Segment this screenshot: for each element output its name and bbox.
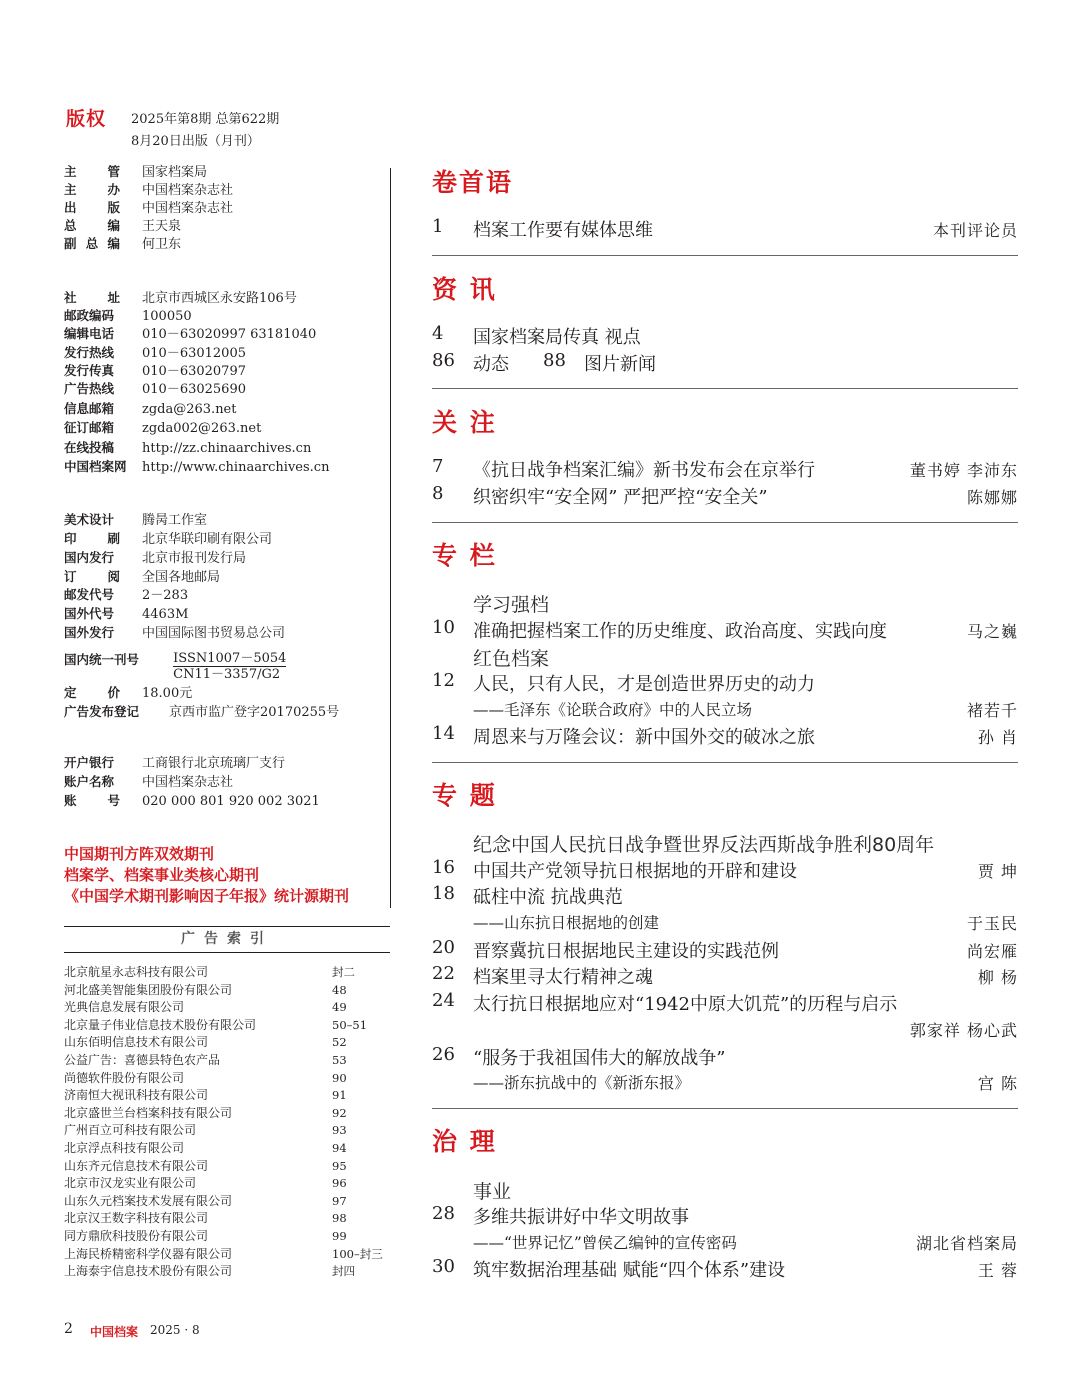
toc-author: 于玉民	[966, 914, 1018, 933]
contact-row	[64, 307, 192, 326]
production-key: 国内发行	[64, 550, 115, 565]
masthead-row	[64, 181, 233, 200]
bank-value: 工商银行北京琉璃厂支行	[142, 756, 286, 771]
contact-row	[64, 400, 236, 419]
advertiser-name: 北京浮点科技有限公司	[64, 1141, 185, 1155]
ad-index-row	[64, 1052, 347, 1069]
production-row	[64, 605, 188, 624]
masthead-key: 副总编	[64, 236, 120, 251]
advertiser-name: 北京汉王数字科技有限公司	[64, 1211, 209, 1226]
ad-registration-key: 广告发布登记	[64, 704, 140, 719]
contact-key: 征订邮箱	[64, 420, 115, 435]
bank-row	[64, 754, 285, 773]
toc-article-link[interactable]: 太行抗日根据地应对“1942中原大饥荒”的历程与启示	[473, 994, 898, 1015]
masthead-row	[64, 163, 207, 182]
contact-value: 010－63020997 63181040	[142, 327, 317, 342]
honor-line: 档案学、档案事业类核心期刊	[64, 866, 260, 884]
masthead-key: 主管	[64, 164, 120, 179]
advertiser-name: 同方鼎欣科技股份有限公司	[64, 1229, 209, 1243]
production-value: 腾昺工作室	[142, 513, 208, 528]
bank-key: 账号	[64, 793, 120, 808]
toc-author: 尚宏雁	[966, 942, 1018, 961]
advertiser-name: 北京航星永志科技有限公司	[64, 965, 209, 979]
toc-page: 30	[432, 1256, 455, 1277]
toc-page: 18	[432, 883, 455, 904]
toc-article-link[interactable]: 动态	[473, 354, 509, 375]
production-row	[64, 511, 207, 530]
advertiser-name: 尚德软件股份有限公司	[64, 1070, 185, 1085]
ad-page-number: 93	[332, 1123, 347, 1138]
toc-author: 郭家祥 杨心武	[909, 1021, 1018, 1040]
production-value: 4463M	[142, 607, 189, 622]
contact-key: 发行传真	[64, 363, 115, 378]
toc-page: 28	[432, 1203, 455, 1224]
advertiser-name: 北京市汉龙实业有限公司	[64, 1176, 197, 1191]
advertiser-name: 山东久元档案技术发展有限公司	[64, 1193, 233, 1208]
toc-author: 马之巍	[966, 622, 1018, 641]
column-heading: 事业	[473, 1181, 512, 1203]
toc-article-link[interactable]: 国家档案局传真 视点	[473, 327, 641, 348]
toc-article-link[interactable]: 周恩来与万隆会议：新中国外交的破冰之旅	[473, 727, 815, 748]
ad-page-number: 96	[332, 1176, 347, 1191]
contact-row	[64, 380, 246, 399]
toc-page: 14	[432, 723, 455, 744]
production-value: 中国国际图书贸易总公司	[142, 626, 286, 641]
toc-page: 1	[432, 216, 444, 237]
production-value: 北京华联印刷有限公司	[142, 532, 273, 547]
bank-row	[64, 773, 233, 792]
ad-index-row	[64, 1246, 383, 1263]
toc-article-link[interactable]: 筑牢数据治理基础 赋能“四个体系”建设	[473, 1260, 786, 1281]
ad-index-title: 广告索引	[64, 926, 390, 953]
issn-value: ISSN1007－5054	[173, 651, 287, 666]
toc-article-link[interactable]: 人民，只有人民，才是创造世界历史的动力	[473, 674, 815, 695]
page-number: 2	[64, 1321, 73, 1337]
contact-value: 010－63012005	[142, 346, 246, 361]
toc-article-link[interactable]: 中国共产党领导抗日根据地的开辟和建设	[473, 861, 797, 882]
ad-index-row	[64, 1210, 347, 1227]
section-title-focus: 关 注	[432, 408, 497, 437]
section-title-preface: 卷首语	[432, 168, 514, 197]
ad-index-row	[64, 1193, 347, 1210]
email-link[interactable]: zgda002@263.net	[142, 421, 262, 436]
honor-line: 中国期刊方阵双效期刊	[64, 845, 215, 863]
ad-page-number: 98	[332, 1211, 347, 1226]
toc-author: 湖北省档案局	[915, 1234, 1018, 1253]
production-row	[64, 624, 285, 643]
masthead-key: 主办	[64, 182, 120, 197]
ad-index-row	[64, 999, 347, 1016]
ad-page-number: 封二	[332, 965, 355, 979]
ad-index-row	[64, 1105, 347, 1122]
ad-index-row	[64, 1070, 347, 1087]
toc-article-link[interactable]: 砥柱中流 抗战典范	[473, 887, 623, 908]
advertiser-name: 山东佰明信息技术有限公司	[64, 1035, 209, 1050]
toc-author: 陈娜娜	[966, 488, 1018, 507]
contact-key: 编辑电话	[64, 326, 115, 341]
contact-value: 010－63020797	[142, 364, 246, 379]
masthead-value: 王天泉	[142, 219, 182, 234]
advertiser-name: 上海泰宇信息技术股份有限公司	[64, 1264, 233, 1279]
contact-row	[64, 362, 246, 381]
production-row	[64, 549, 246, 568]
ad-index-row	[64, 1228, 347, 1245]
masthead-row	[64, 235, 181, 254]
contact-value: 100050	[142, 309, 192, 324]
toc-article-link[interactable]: 《抗日战争档案汇编》新书发布会在京举行	[473, 460, 815, 481]
advertiser-name: 北京盛世兰台档案科技有限公司	[64, 1105, 233, 1120]
contact-key: 在线投稿	[64, 440, 115, 455]
bank-key: 账户名称	[64, 774, 115, 789]
toc-author: 王 蓉	[977, 1261, 1018, 1280]
toc-article-link[interactable]: 晋察冀抗日根据地民主建设的实践范例	[473, 941, 779, 962]
ad-index-row	[64, 1017, 368, 1034]
advertiser-name: 济南恒大视讯科技有限公司	[64, 1088, 209, 1103]
column-heading: 红色档案	[473, 648, 550, 670]
toc-author: 宫 陈	[977, 1074, 1018, 1093]
website-link[interactable]: http://zz.chinaarchives.cn	[142, 441, 312, 456]
production-row	[64, 586, 188, 605]
bank-row	[64, 792, 320, 811]
column-divider	[390, 168, 391, 908]
contact-row	[64, 458, 329, 477]
ad-page-number: 99	[332, 1229, 347, 1243]
production-key: 邮发代号	[64, 587, 115, 602]
toc-author: 贾 坤	[977, 862, 1018, 881]
production-value: 2－283	[142, 588, 189, 603]
section-title-special: 专 题	[432, 781, 497, 810]
ad-page-number: 50–51	[332, 1017, 368, 1032]
ad-index-row	[64, 982, 347, 999]
toc-page: 12	[432, 670, 455, 691]
contact-row	[64, 289, 297, 308]
toc-page: 20	[432, 937, 455, 958]
contact-value: 北京市西城区永安路106号	[142, 291, 297, 306]
contact-value: 010－63025690	[142, 382, 246, 397]
masthead-value: 何卫东	[142, 237, 182, 252]
toc-page: 88	[543, 350, 566, 371]
toc-author: 柳 杨	[977, 968, 1018, 987]
contact-key: 中国档案网	[64, 459, 127, 474]
bank-key: 开户银行	[64, 755, 115, 770]
honor-line: 《中国学术期刊影响因子年报》统计源期刊	[64, 887, 350, 905]
ad-page-number: 97	[332, 1193, 347, 1208]
ad-index-row	[64, 1158, 347, 1175]
toc-subtitle: ——山东抗日根据地的创建	[473, 914, 660, 932]
toc-page: 7	[432, 456, 444, 477]
ad-index-row	[64, 1140, 347, 1157]
toc-author: 本刊评论员	[932, 221, 1018, 240]
masthead-key: 总编	[64, 218, 120, 233]
toc-article-link[interactable]: 准确把握档案工作的历史维度、政治高度、实践向度	[473, 621, 887, 642]
masthead-value: 中国档案杂志社	[142, 183, 234, 198]
advertiser-name: 上海民桥精密科学仪器有限公司	[64, 1246, 233, 1261]
production-key: 印刷	[64, 531, 120, 546]
toc-subtitle: ——浙东抗战中的《新浙东报》	[473, 1074, 691, 1092]
section-divider	[432, 762, 1018, 763]
section-divider	[432, 522, 1018, 523]
contact-key: 广告热线	[64, 381, 115, 396]
ad-page-number: 48	[332, 982, 347, 997]
website-link[interactable]: http://www.chinaarchives.cn	[142, 460, 330, 475]
advertiser-name: 河北盛美智能集团股份有限公司	[64, 982, 233, 997]
ad-index-row	[64, 1034, 347, 1051]
ad-page-number: 95	[332, 1158, 347, 1173]
production-key: 订阅	[64, 569, 120, 584]
cn-value: CN11－3357/G2	[173, 667, 281, 682]
advertiser-name: 光典信息发展有限公司	[64, 1000, 185, 1015]
toc-page: 4	[432, 323, 444, 344]
production-key: 国外代号	[64, 606, 115, 621]
bank-value: 020 000 801 920 002 3021	[142, 794, 320, 809]
masthead-row	[64, 199, 233, 218]
toc-subtitle: ——毛泽东《论联合政府》中的人民立场	[473, 701, 753, 719]
copyright-title: 版权	[66, 108, 107, 130]
ad-index-row	[64, 1263, 355, 1280]
toc-page: 8	[432, 483, 444, 504]
production-row	[64, 568, 220, 587]
ad-registration-value: 京西市监广登字20170255号	[169, 705, 340, 720]
ad-index-row	[64, 964, 355, 981]
advertiser-name: 广州百立可科技有限公司	[64, 1123, 197, 1138]
section-divider	[432, 1108, 1018, 1109]
ad-index-row	[64, 1175, 347, 1192]
price-row	[64, 684, 192, 703]
folio-date: 2025 · 8	[150, 1323, 200, 1337]
issue-date: 8月20日出版（月刊）	[131, 134, 260, 149]
ad-registration	[64, 703, 339, 722]
price-value: 18.00元	[142, 686, 193, 701]
section-title-governance: 治 理	[432, 1127, 497, 1156]
serial-key: 国内统一刊号	[64, 652, 140, 667]
section-divider	[432, 388, 1018, 389]
toc-subtitle: ——“世界记忆”曾侯乙编钟的宣传密码	[473, 1234, 737, 1252]
ad-page-number: 94	[332, 1141, 347, 1155]
column-heading: 学习强档	[473, 594, 550, 616]
serial-number	[64, 651, 286, 682]
ad-index-row	[64, 1087, 347, 1104]
toc-article-link[interactable]: 档案里寻太行精神之魂	[473, 967, 653, 988]
production-value: 北京市报刊发行局	[142, 551, 247, 566]
advertiser-name: 山东齐元信息技术有限公司	[64, 1158, 209, 1173]
toc-page: 10	[432, 617, 455, 638]
ad-index-row	[64, 1122, 347, 1139]
toc-article-link[interactable]: 图片新闻	[584, 354, 656, 375]
ad-page-number: 49	[332, 1000, 347, 1015]
section-title-news: 资 讯	[432, 275, 497, 304]
masthead-key: 出版	[64, 200, 120, 215]
contact-row	[64, 325, 316, 344]
toc-page: 24	[432, 990, 455, 1011]
contact-key: 社址	[64, 290, 120, 305]
toc-page: 26	[432, 1044, 455, 1065]
advertiser-name: 公益广告：喜德县特色农产品	[64, 1053, 221, 1067]
contact-key: 邮政编码	[64, 308, 115, 323]
ad-page-number: 92	[332, 1105, 347, 1120]
toc-page: 16	[432, 857, 455, 878]
toc-page: 86	[432, 350, 455, 371]
toc-article-link[interactable]: 档案工作要有媒体思维	[473, 220, 653, 241]
ad-page-number: 90	[332, 1070, 347, 1085]
contact-key: 信息邮箱	[64, 401, 115, 416]
ad-page-number: 封四	[332, 1264, 355, 1279]
email-link[interactable]: zgda@263.net	[142, 402, 237, 417]
ad-page-number: 52	[332, 1035, 347, 1050]
toc-author: 褚若千	[966, 701, 1018, 720]
bank-value: 中国档案杂志社	[142, 775, 234, 790]
toc-article-link[interactable]: 织密织牢“安全网” 严把严控“安全关”	[473, 487, 768, 508]
column-heading: 纪念中国人民抗日战争暨世界反法西斯战争胜利80周年	[473, 834, 935, 856]
price-key: 定价	[64, 685, 120, 700]
ad-page-number: 100–封三	[332, 1246, 383, 1261]
contact-row	[64, 344, 246, 363]
production-value: 全国各地邮局	[142, 570, 221, 585]
masthead-value: 国家档案局	[142, 165, 208, 180]
toc-article-link[interactable]: 多维共振讲好中华文明故事	[473, 1207, 689, 1228]
production-key: 国外发行	[64, 625, 115, 640]
magazine-logo: 中国档案	[90, 1325, 139, 1339]
ad-page-number: 91	[332, 1088, 347, 1103]
production-key: 美术设计	[64, 512, 115, 527]
masthead-value: 中国档案杂志社	[142, 201, 234, 216]
contact-key: 发行热线	[64, 345, 115, 360]
section-title-column: 专 栏	[432, 541, 497, 570]
contact-row	[64, 439, 311, 458]
section-divider	[432, 255, 1018, 256]
toc-author: 董书婷 李沛东	[909, 461, 1018, 480]
contact-row	[64, 419, 261, 438]
toc-author: 孙 肖	[977, 728, 1018, 747]
production-row	[64, 530, 272, 549]
ad-page-number: 53	[332, 1053, 347, 1067]
issue-number: 2025年第8期 总第622期	[131, 112, 280, 127]
advertiser-name: 北京量子伟业信息技术股份有限公司	[64, 1017, 257, 1032]
toc-article-link[interactable]: “服务于我祖国伟大的解放战争”	[473, 1048, 726, 1069]
masthead-row	[64, 217, 181, 236]
toc-page: 22	[432, 963, 455, 984]
